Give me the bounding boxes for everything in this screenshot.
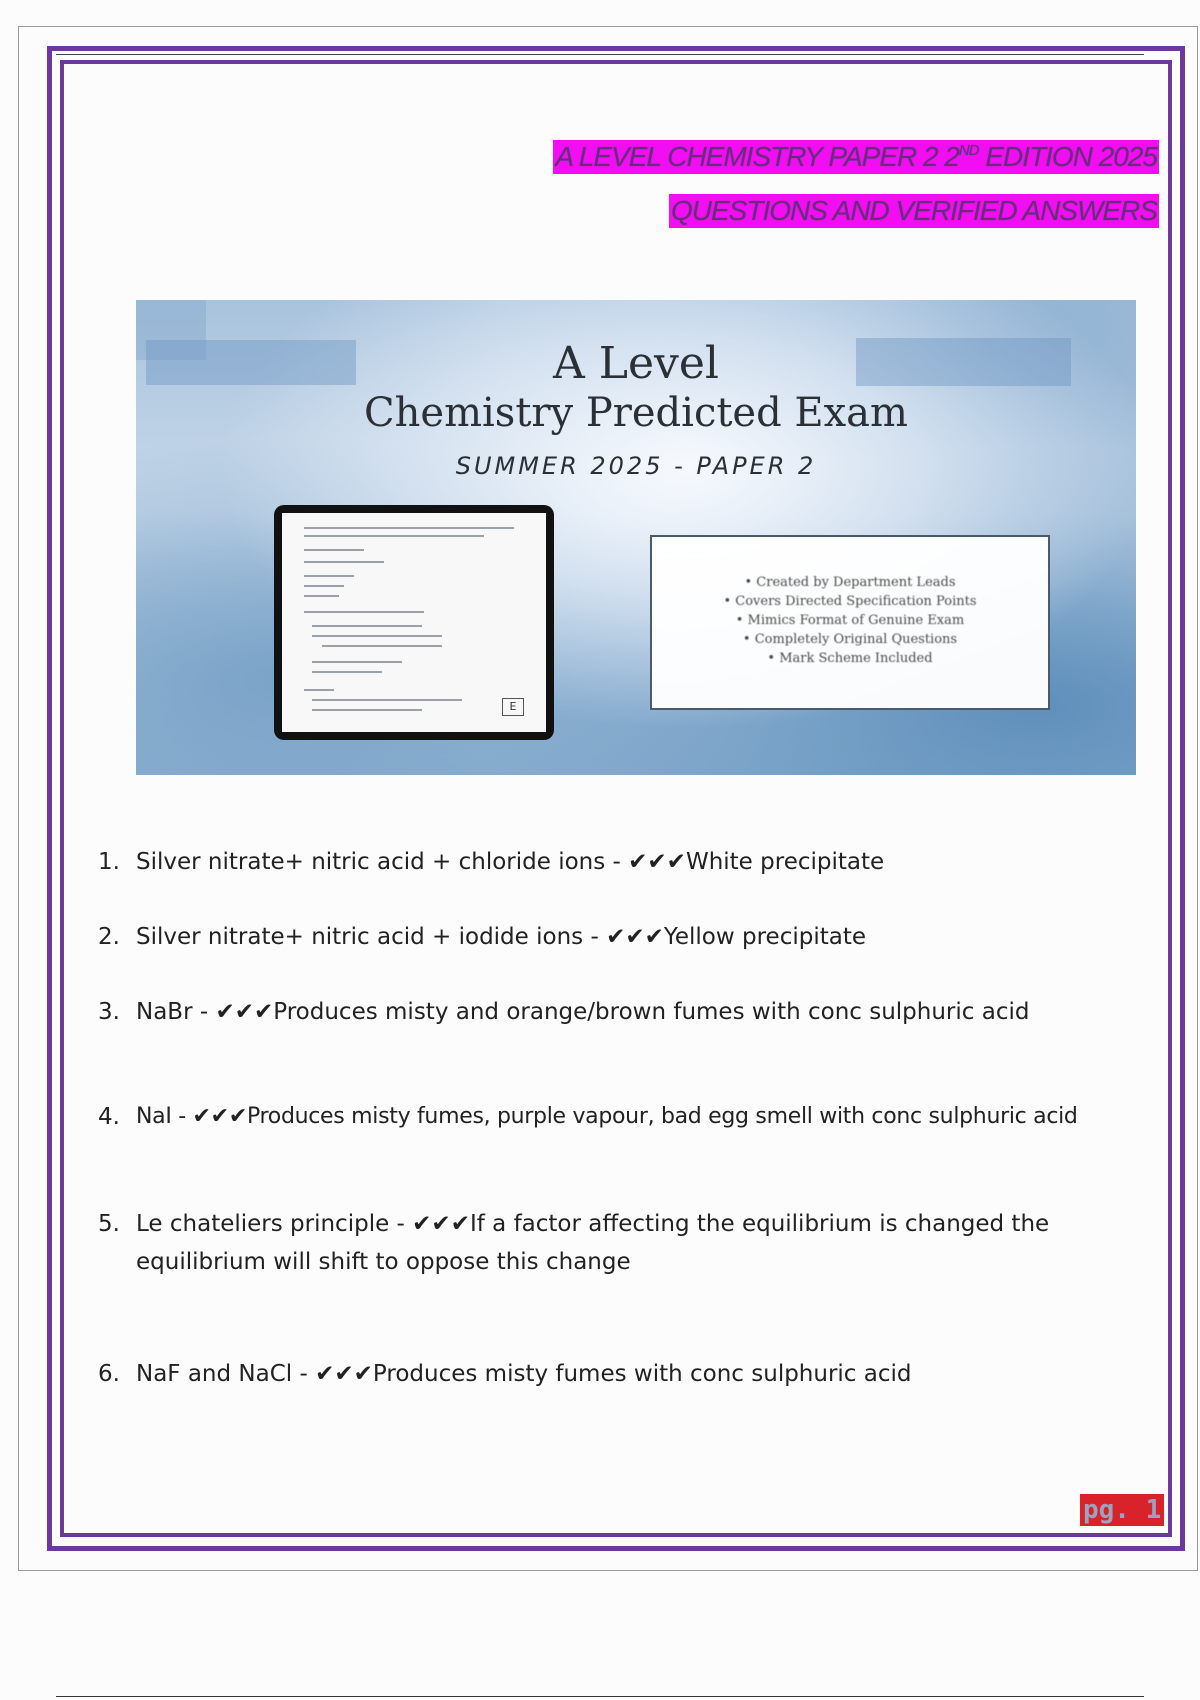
feature-item: • Created by Department Leads: [744, 575, 956, 590]
document-title: [553, 140, 1159, 174]
question-text: NaF and NaCl - ✔✔✔Produces misty fumes with conc sulphuric acid: [136, 1361, 912, 1387]
question-number: 2.: [98, 924, 120, 950]
question-item: [98, 1098, 1158, 1136]
page-number-badge: pg. 1: [1080, 1494, 1164, 1526]
tablet-screen: [282, 513, 546, 732]
question-number: 3.: [98, 999, 120, 1025]
feature-item: • Covers Directed Specification Points: [723, 594, 977, 609]
question-number: 6.: [98, 1361, 120, 1387]
question-number: 1.: [98, 849, 120, 875]
feature-item: • Mimics Format of Genuine Exam: [735, 613, 965, 628]
question-item: [98, 843, 1158, 881]
question-text: Le chateliers principle - ✔✔✔If a factor affecting the equilibrium is changed the equilibrium will shift to oppose this change: [136, 1211, 1050, 1275]
cover-subtitle: SUMMER 2025 - PAPER 2: [455, 452, 817, 480]
question-number: 4.: [98, 1104, 120, 1130]
question-number: 5.: [98, 1211, 120, 1237]
inner-border: [60, 60, 1172, 1537]
question-item: [98, 993, 1158, 1031]
feature-item: • Mark Scheme Included: [767, 651, 933, 666]
feature-item: • Completely Original Questions: [742, 632, 958, 647]
question-item: [98, 1355, 1158, 1393]
document-subtitle: QUESTIONS AND VERIFIED ANSWERS: [671, 195, 1157, 226]
title-line1-main: A LEVEL CHEMISTRY PAPER 2 2: [555, 141, 959, 172]
question-item: [98, 918, 1158, 956]
tablet-illustration: [274, 505, 554, 740]
title-line1-superscript: ND: [958, 142, 979, 159]
tablet-button-icon: E: [502, 698, 524, 716]
question-item: [98, 1205, 1158, 1281]
title-line1-end: EDITION 2025: [978, 141, 1157, 172]
cover-heading-line2: Chemistry Predicted Exam: [364, 390, 908, 436]
question-text: NaI - ✔✔✔Produces misty fumes, purple vapour, bad egg smell with conc sulphuric acid: [136, 1104, 1078, 1129]
cover-heading-line1: A Level: [553, 338, 719, 389]
cover-image: [136, 300, 1136, 775]
question-text: Silver nitrate+ nitric acid + iodide ions - ✔✔✔Yellow precipitate: [136, 924, 867, 950]
question-text: NaBr - ✔✔✔Produces misty and orange/brown fumes with conc sulphuric acid: [136, 999, 1030, 1025]
question-text: Silver nitrate+ nitric acid + chloride ions - ✔✔✔White precipitate: [136, 849, 885, 875]
features-box: [650, 535, 1050, 710]
bottom-rule: [56, 1696, 1144, 1697]
